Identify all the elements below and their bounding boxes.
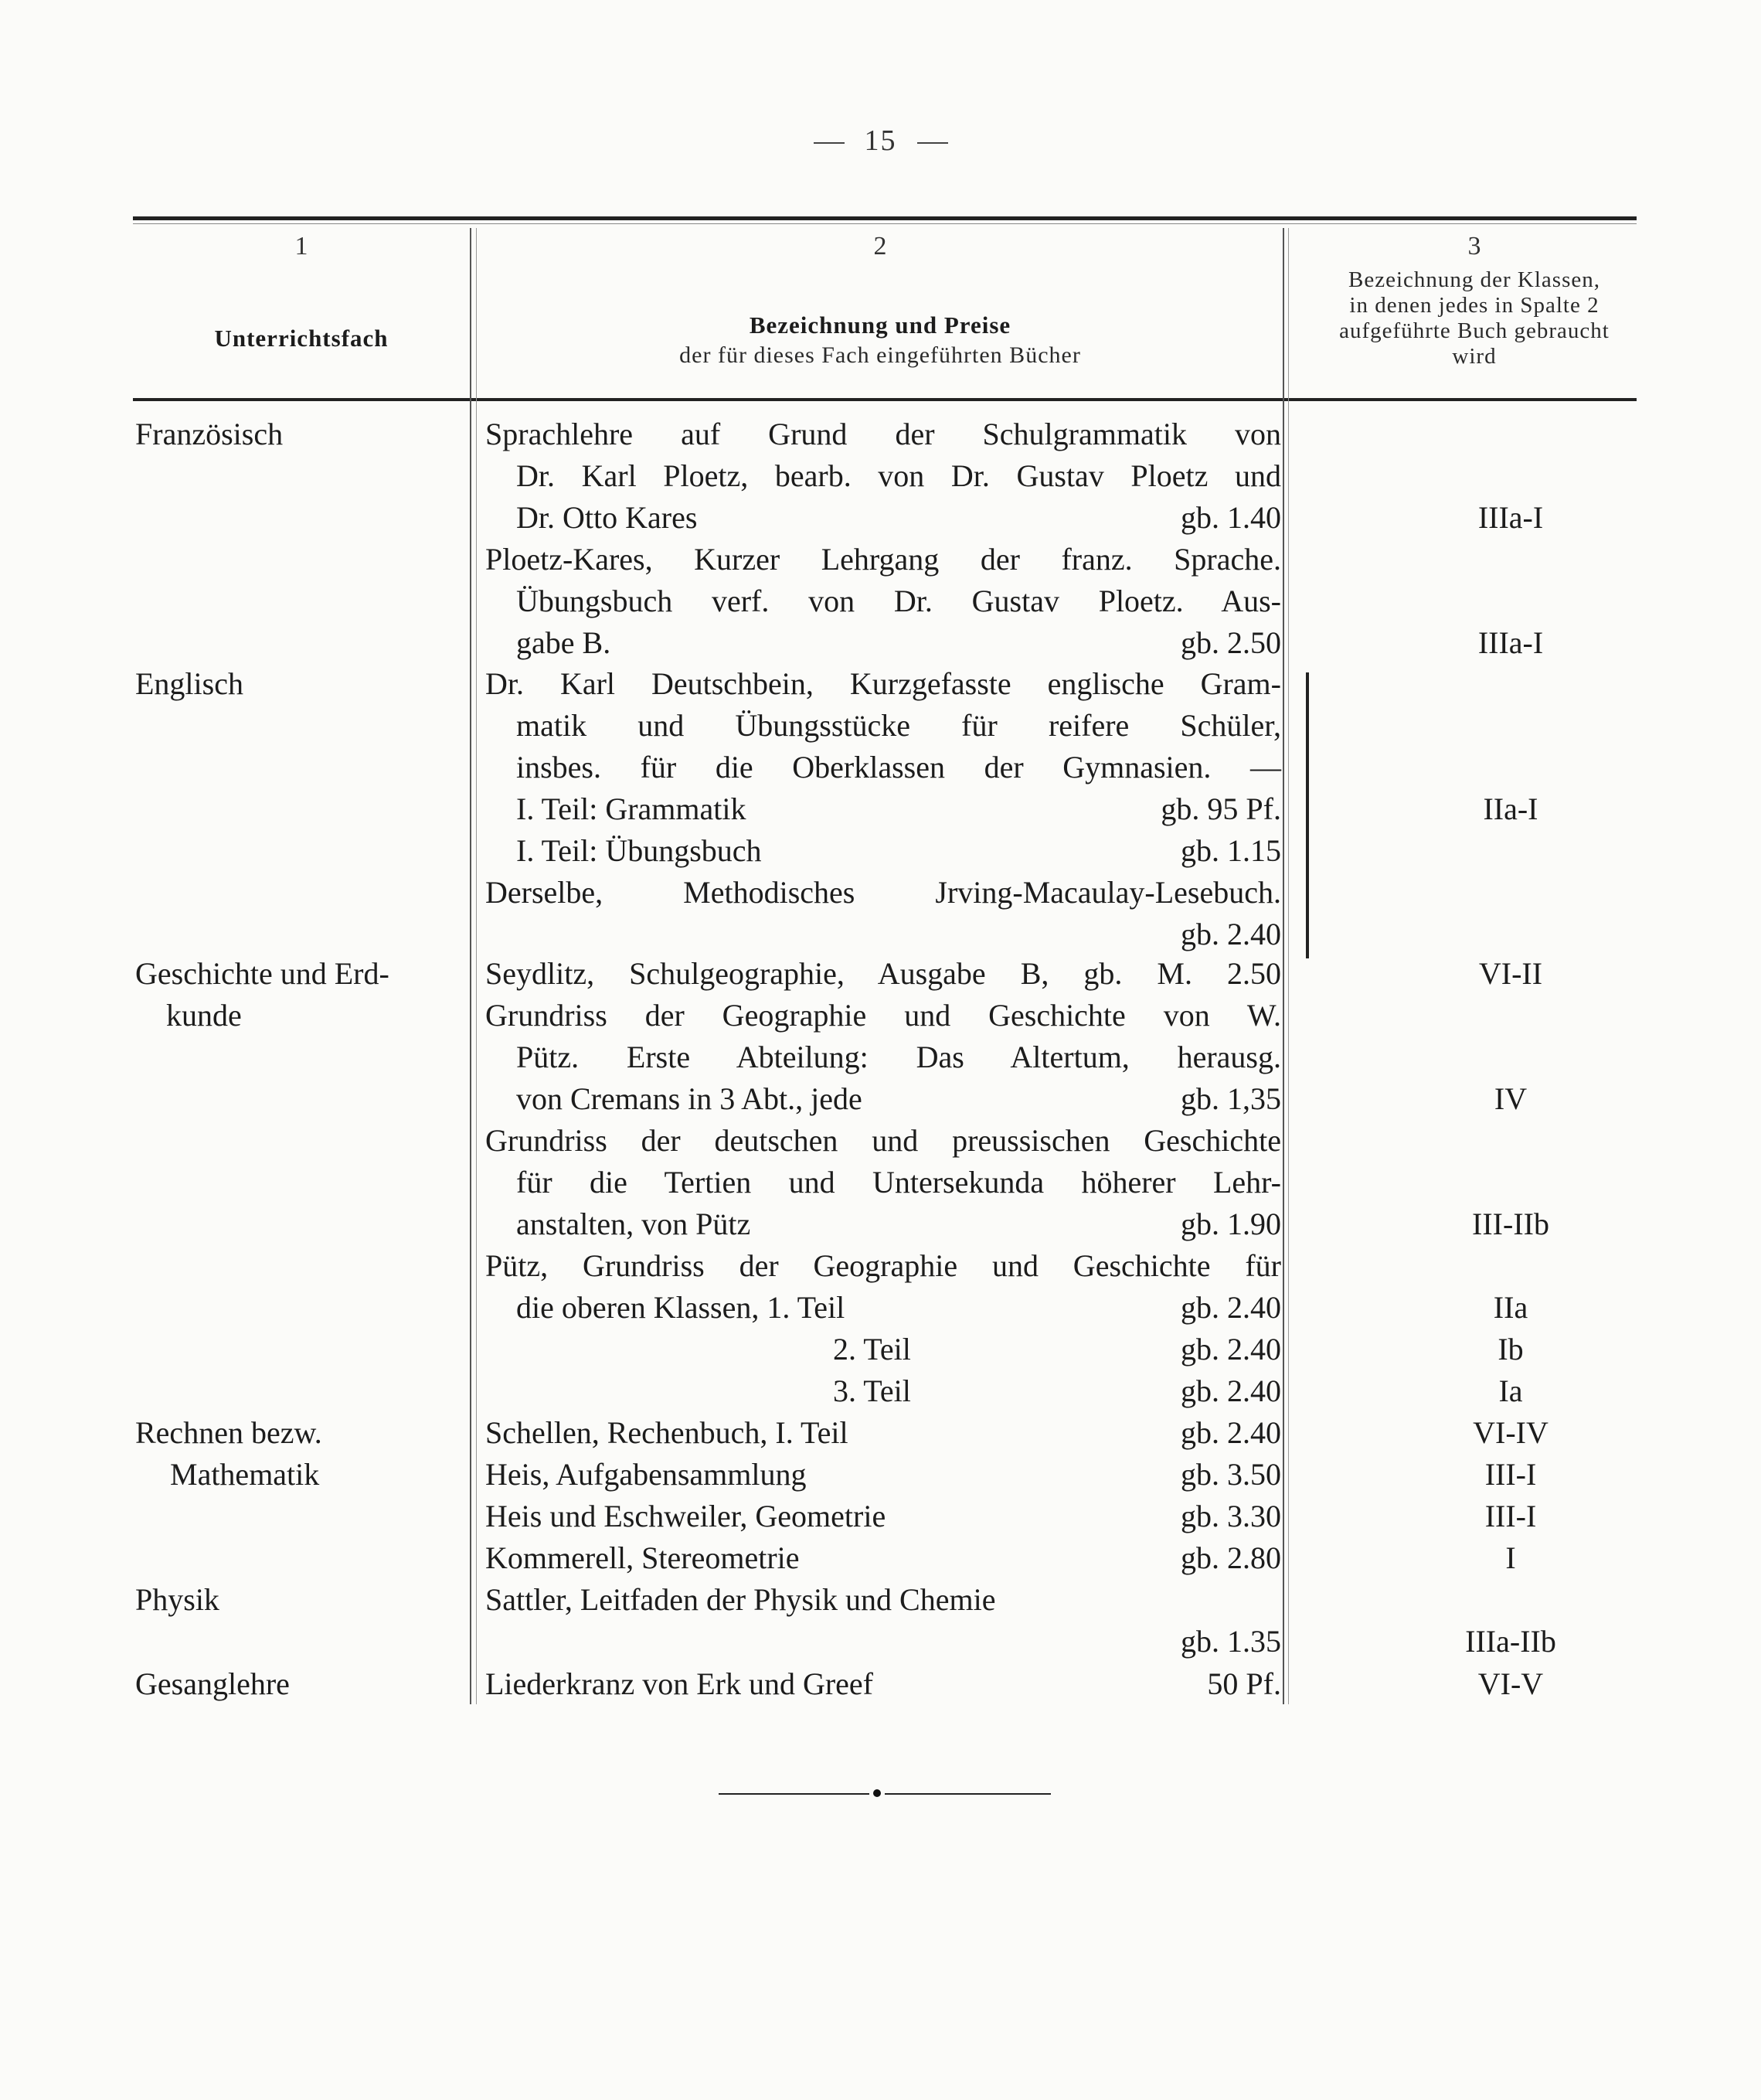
class-designation: IIIa-I (1477, 625, 1544, 660)
book-line (485, 788, 1281, 830)
book-line: Pütz, Grundriss der Geographie und Geschichte für (485, 1248, 1281, 1283)
book-line (485, 1078, 1281, 1120)
class-designation: I (1505, 1540, 1516, 1575)
subject-geschichte: Geschichte und Erd- (135, 956, 389, 991)
class-designation: Ia (1498, 1373, 1523, 1408)
class-designation: III-I (1484, 1457, 1537, 1492)
dash-right (917, 142, 948, 144)
subject-geschichte-cont: kunde (166, 998, 242, 1033)
closing-ornament (719, 1792, 1051, 1796)
book-price: gb. 2.40 (1181, 1332, 1281, 1367)
table-top-rule-thin (133, 223, 1637, 224)
book-price-line: gb. 1.35 (1181, 1624, 1281, 1659)
book-line: Grundriss der deutschen und preussischen Geschichte (485, 1123, 1281, 1158)
book-line (485, 497, 1281, 539)
column-divider-2 (1283, 228, 1284, 1704)
book-line (485, 1329, 1281, 1370)
book-line: für die Tertien und Untersekunda höherer Lehr- (516, 1165, 1281, 1200)
subject-franzoesisch: Französisch (135, 417, 284, 451)
book-line (485, 622, 1281, 664)
header-col-2 (478, 232, 1283, 369)
book-line (485, 1454, 1281, 1496)
subject-rechnen: Rechnen bezw. (135, 1415, 322, 1450)
class-designation: III-IIb (1472, 1207, 1549, 1241)
class-designation: VI-II (1478, 956, 1543, 991)
book-title: I. Teil: Grammatik (516, 791, 746, 826)
dash-left (814, 142, 845, 144)
col3-line-2: in denen jedes in Spalte 2 (1349, 293, 1600, 318)
book-title: Kommerell, Stereometrie (485, 1540, 800, 1575)
book-title: die oberen Klassen, 1. Teil (516, 1290, 845, 1325)
class-designation: IIa-I (1483, 791, 1538, 826)
ornament-bar-right (885, 1793, 1051, 1795)
book-line: Dr. Karl Deutschbein, Kurzgefasste englische Gram- (485, 666, 1281, 701)
book-price: gb. 2.80 (1181, 1540, 1281, 1575)
book-title: gabe B. (516, 625, 611, 660)
table-top-rule (133, 216, 1637, 220)
book-price: gb. 1.90 (1181, 1207, 1281, 1241)
book-line: matik und Übungsstücke für reifere Schüler, (516, 708, 1281, 743)
class-designation: IIIa-I (1477, 500, 1544, 535)
book-line: Übungsbuch verf. von Dr. Gustav Ploetz. Aus- (516, 584, 1281, 618)
book-line: Dr. Karl Ploetz, bearb. von Dr. Gustav Ploetz und (516, 458, 1281, 493)
book-price: gb. 95 Pf. (1161, 791, 1281, 826)
book-title: Dr. Otto Kares (516, 500, 698, 535)
book-title: Heis, Aufgabensammlung (485, 1457, 807, 1492)
book-price: gb. 1.40 (1181, 500, 1281, 535)
subject-mathematik: Mathematik (170, 1457, 320, 1492)
book-line (485, 830, 1281, 872)
book-line (485, 1537, 1281, 1579)
class-designation: III-I (1484, 1499, 1537, 1533)
col2-subtitle: der für dieses Fach eingeführten Bücher (679, 342, 1081, 368)
book-line (485, 1496, 1281, 1537)
header-col-3 (1289, 232, 1660, 369)
class-designation: VI-IV (1473, 1415, 1549, 1450)
subject-gesanglehre: Gesanglehre (135, 1666, 290, 1701)
ornament-dot (873, 1789, 881, 1797)
col1-title: Unterrichtsfach (214, 325, 389, 352)
book-line (485, 1412, 1281, 1454)
book-line: Ploetz-Kares, Kurzer Lehrgang der franz. Sprache. (485, 542, 1281, 577)
book-line (485, 1663, 1281, 1705)
class-designation: IIIa-IIb (1465, 1624, 1556, 1659)
book-price: gb. 3.50 (1181, 1457, 1281, 1492)
book-line: Pütz. Erste Abteilung: Das Altertum, herausg. (516, 1040, 1281, 1074)
class-designation: IIa (1493, 1290, 1528, 1325)
book-title: Liederkranz von Erk und Greef (485, 1666, 873, 1701)
class-designation: Ib (1498, 1332, 1524, 1367)
col3-line-1: Bezeichnung der Klassen, (1348, 267, 1600, 292)
book-line: insbes. für die Oberklassen der Gymnasien. — (516, 750, 1281, 785)
book-price: gb. 1,35 (1181, 1081, 1281, 1116)
book-price: gb. 2.40 (1181, 1373, 1281, 1408)
class-designation: IV (1494, 1081, 1528, 1116)
book-price-line: gb. 2.40 (1181, 917, 1281, 951)
book-line: Grundriss der Geographie und Geschichte von W. (485, 998, 1281, 1033)
ornament-bar-left (719, 1793, 869, 1795)
book-title: Schellen, Rechenbuch, I. Teil (485, 1415, 848, 1450)
book-title: Heis und Eschweiler, Geometrie (485, 1499, 886, 1533)
book-line: Sprachlehre auf Grund der Schulgrammatik von (485, 417, 1281, 451)
book-line (485, 1203, 1281, 1245)
class-designation: VI-V (1477, 1666, 1544, 1701)
book-title: von Cremans in 3 Abt., jede (516, 1081, 862, 1116)
col3-line-3: aufgeführte Buch gebraucht (1339, 318, 1610, 343)
book-price: gb. 2.50 (1181, 625, 1281, 660)
book-price: gb. 3.30 (1181, 1499, 1281, 1533)
col2-number: 2 (873, 232, 887, 260)
book-line (485, 1287, 1281, 1329)
book-line: Derselbe, Methodisches Jrving-Macaulay-Lesebuch. (485, 875, 1281, 910)
col2-title: Bezeichnung und Preise (749, 311, 1011, 339)
col3-number: 3 (1467, 232, 1481, 260)
header-bottom-rule (133, 398, 1637, 401)
book-title: anstalten, von Pütz (516, 1207, 751, 1241)
book-line: Seydlitz, Schulgeographie, Ausgabe B, gb. M. 2.50 (485, 956, 1281, 991)
col3-line-4: wird (1452, 344, 1497, 369)
column-divider-1b (476, 228, 477, 1704)
book-price: 50 Pf. (1207, 1666, 1281, 1701)
book-title: 2. Teil (833, 1332, 911, 1367)
book-price: gb. 2.40 (1181, 1290, 1281, 1325)
col1-number: 1 (294, 232, 308, 260)
page-number: 15 (0, 124, 1761, 158)
subject-englisch: Englisch (135, 666, 243, 701)
book-title: 3. Teil (833, 1373, 911, 1408)
book-line: Sattler, Leitfaden der Physik und Chemie (485, 1582, 996, 1617)
book-price: gb. 2.40 (1181, 1415, 1281, 1450)
book-price: gb. 1.15 (1181, 833, 1281, 868)
header-col-1 (133, 232, 470, 352)
book-line (485, 1370, 1281, 1412)
book-title: I. Teil: Übungsbuch (516, 833, 762, 868)
subject-physik: Physik (135, 1582, 219, 1617)
column-divider-1 (470, 228, 471, 1704)
